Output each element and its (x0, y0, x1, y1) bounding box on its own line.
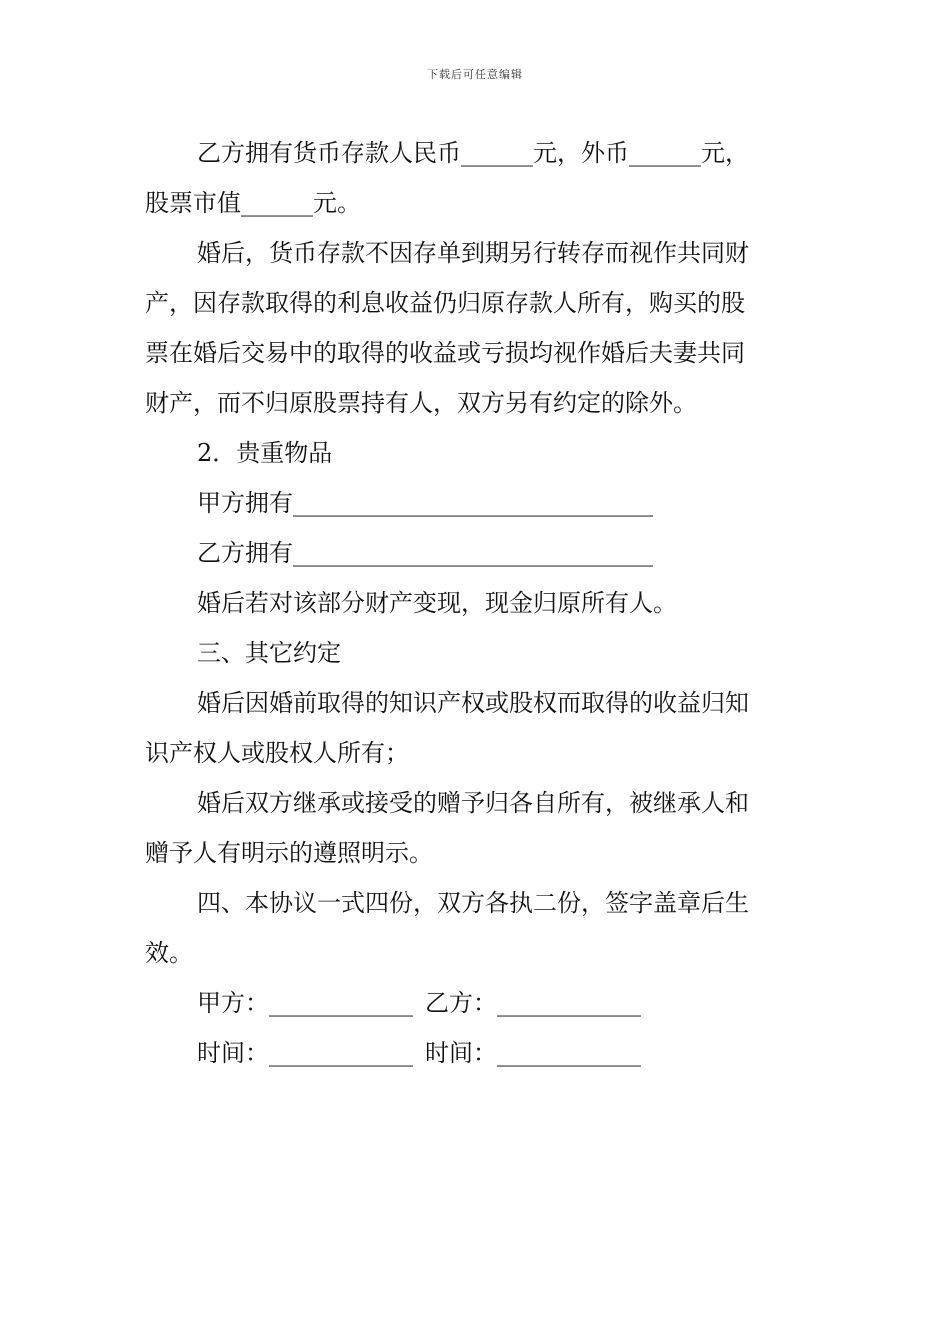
paragraph-post-marriage-line-3: 票在婚后交易中的取得的收益或亏损均视作婚后夫妻共同 (145, 339, 745, 367)
party-a-owns: 甲方拥有______________________________ (197, 489, 653, 517)
paragraph-ip-line-1: 婚后因婚前取得的知识产权或股权而取得的收益归知 (197, 689, 749, 717)
party-b-owns: 乙方拥有______________________________ (197, 539, 653, 567)
party-a-date: 时间：____________ (197, 1039, 413, 1067)
section-valuables-heading: 2．贵重物品 (197, 439, 333, 467)
paragraph-deposits-line-1: 乙方拥有货币存款人民币______元，外币______元， (197, 139, 749, 167)
party-a-signature: 甲方：____________ (197, 989, 413, 1017)
paragraph-ip-line-2: 识产权人或股权人所有； (145, 739, 409, 767)
page-header: 下载后可任意编辑 (427, 68, 523, 81)
party-b-signature: 乙方：____________ (425, 989, 641, 1017)
section-other-heading: 三、其它约定 (197, 639, 341, 667)
paragraph-copies-line-2: 效。 (145, 939, 193, 967)
paragraph-post-marriage-line-1: 婚后，货币存款不因存单到期另行转存而视作共同财 (197, 239, 749, 267)
paragraph-deposits-line-2: 股票市值______元。 (145, 189, 361, 217)
document-body (145, 128, 807, 1078)
paragraph-post-marriage-line-2: 产，因存款取得的利息收益仍归原存款人所有，购买的股 (145, 289, 745, 317)
paragraph-copies-line-1: 四、本协议一式四份，双方各执二份，签字盖章后生 (197, 889, 749, 917)
date-row (145, 1028, 807, 1078)
paragraph-liquidation: 婚后若对该部分财产变现，现金归原所有人。 (197, 589, 677, 617)
party-b-date: 时间：____________ (425, 1039, 641, 1067)
paragraph-inheritance-line-2: 赠予人有明示的遵照明示。 (145, 839, 433, 867)
paragraph-inheritance-line-1: 婚后双方继承或接受的赠予归各自所有，被继承人和 (197, 789, 749, 817)
signature-row (145, 978, 807, 1028)
paragraph-post-marriage-line-4: 财产，而不归原股票持有人，双方另有约定的除外。 (145, 389, 697, 417)
